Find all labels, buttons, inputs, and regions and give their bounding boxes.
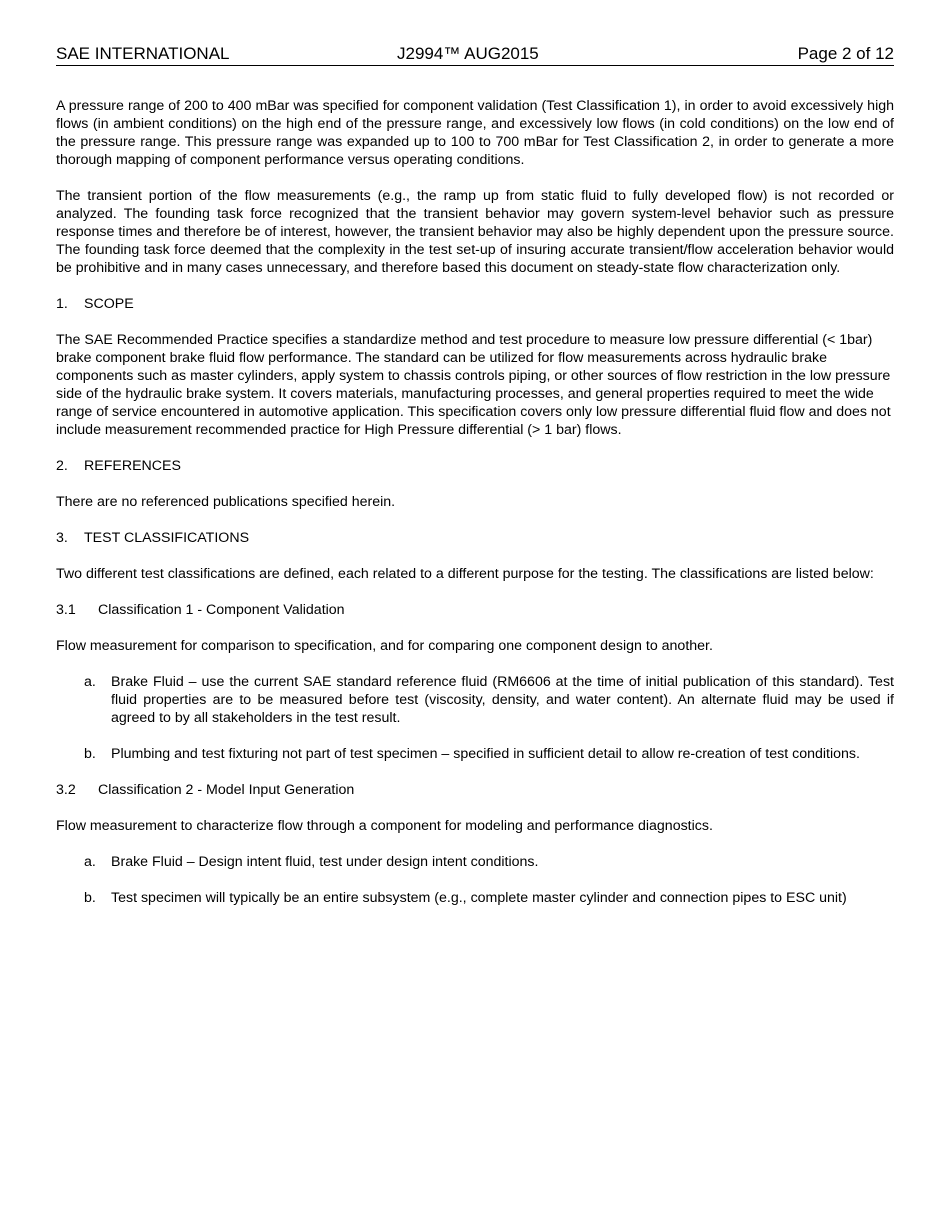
intro-paragraph-1: A pressure range of 200 to 400 mBar was specified for component validation (Test Classification 1), in order to avoid excessively high flows (in ambient conditions) on the high end of the pressure range, and excessively low flows (in cold conditions) on the low end of the pressure range. This pressure range was expanded up to 100 to 700 mBar for Test Classification 2, in order to generate a more thorough mapping of component performance versus operating conditions. [56,98,894,168]
section-title: TEST CLASSIFICATIONS [84,530,250,546]
page-header [56,43,894,66]
section-number: 1. [56,296,68,312]
subsection-number: 3.2 [56,782,76,798]
scope-paragraph: The SAE Recommended Practice specifies a standardize method and test procedure to measure low pressure differential (< 1bar) brake component brake fluid flow performance. The standard can be utilized for flow measurements across hydraulic brake components such as master cylinders, apply system to chassis controls piping, or other sources of flow restriction in the low pressure side of the hydraulic brake system. It covers materials, manufacturing processes, and general properties required to meet the wide range of service encountered in automotive application. This specification covers only low pressure differential fluid flow and does not include measurement recommended practice for High Pressure differential (> 1 bar) flows. [56,332,891,438]
classification-2-paragraph: Flow measurement to characterize flow through a component for modeling and performance diagnostics. [56,818,713,834]
test-classifications-paragraph: Two different test classifications are defined, each related to a different purpose for the testing. The classifications are listed below: [56,566,874,582]
section-number: 2. [56,458,68,474]
section-title: REFERENCES [84,458,181,474]
section-heading-test-classifications [56,529,894,547]
intro-paragraph-2: The transient portion of the flow measurements (e.g., the ramp up from static fluid to fully developed flow) is not recorded or analyzed. The founding task force recognized that the transient behavior may govern system-level behavior such as pressure response times and therefore be of interest, however, the transient behavior may also be highly dependent upon the pressure source. The founding task force deemed that the complexity in the test set-up of insuring accurate transient/flow acceleration behavior would be prohibitive and in many cases unnecessary, and therefore based this document on steady-state flow characterization only. [56,188,894,276]
list-marker: b. [84,890,96,906]
references-paragraph: There are no referenced publications specified herein. [56,494,396,510]
list-item-text: Brake Fluid – use the current SAE standard reference fluid (RM6606 at the time of initial publication of this standard). Test fluid properties are to be measured before test (viscosity, density, and water content). An alternate fluid may be used if agreed to by all stakeholders in the test result. [111,674,894,726]
header-org: SAE INTERNATIONAL [56,44,230,63]
subsection-title: Classification 1 - Component Validation [98,602,345,618]
subsection-heading-classification-1 [56,601,894,619]
list-item [56,745,894,763]
list-item [56,853,894,871]
list-marker: a. [84,854,96,870]
document-body [56,97,894,925]
list-marker: a. [84,674,96,690]
list-item [56,673,894,727]
list-marker: b. [84,746,96,762]
classification-1-paragraph: Flow measurement for comparison to specification, and for comparing one component design to another. [56,638,713,654]
section-heading-scope [56,295,894,313]
header-doc-id: J2994™ AUG2015 [397,44,539,63]
section-title: SCOPE [84,296,134,312]
list-item [56,889,894,907]
list-item-text: Test specimen will typically be an entire subsystem (e.g., complete master cylinder and connection pipes to ESC unit) [111,890,847,906]
subsection-heading-classification-2 [56,781,894,799]
subsection-title: Classification 2 - Model Input Generation [98,782,355,798]
list-item-text: Plumbing and test fixturing not part of test specimen – specified in sufficient detail to allow re-creation of test conditions. [111,746,860,762]
subsection-number: 3.1 [56,602,76,618]
section-heading-references [56,457,894,475]
header-page-number: Page 2 of 12 [797,44,894,63]
section-number: 3. [56,530,68,546]
list-item-text: Brake Fluid – Design intent fluid, test under design intent conditions. [111,854,539,870]
